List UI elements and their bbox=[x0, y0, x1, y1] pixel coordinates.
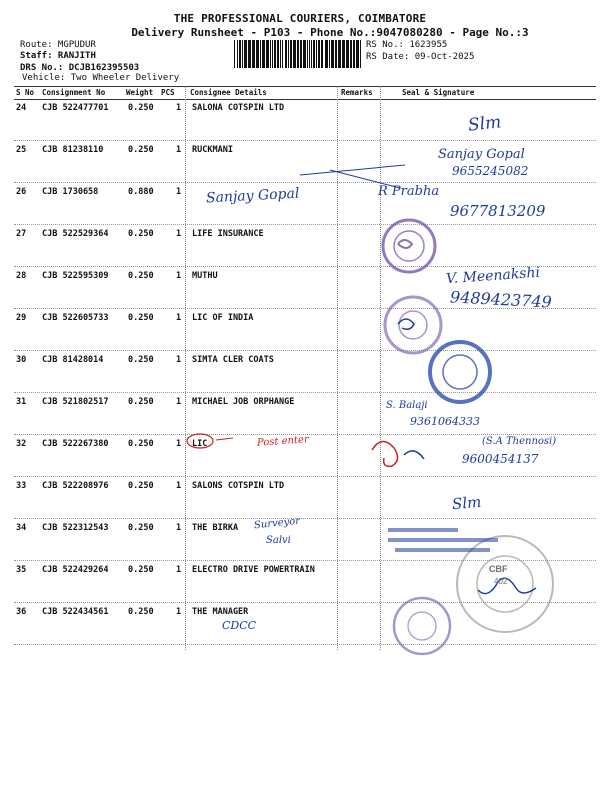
row-weight: 0.250 bbox=[128, 397, 154, 407]
row-sno: 29 bbox=[16, 313, 27, 323]
row-consignment-no: CJB 521802517 bbox=[42, 397, 109, 407]
row-consignment-no: CJB 522429264 bbox=[42, 565, 109, 575]
row-consignment-no: CJB 522208976 bbox=[42, 481, 109, 491]
row-consignment-no: CJB 522605733 bbox=[42, 313, 109, 323]
handwritten-signature-row33: Slm bbox=[451, 492, 483, 514]
row-sno: 24 bbox=[16, 103, 27, 113]
row-weight: 0.250 bbox=[128, 439, 154, 449]
row-pcs: 1 bbox=[176, 187, 182, 197]
row-sno: 33 bbox=[16, 481, 27, 491]
handwritten-name-row31: S. Balaji bbox=[386, 400, 428, 411]
stamp-code-row35: CBF bbox=[489, 564, 508, 574]
row-weight: 0.250 bbox=[128, 103, 154, 113]
handwritten-phone-row28: 9489423749 bbox=[449, 287, 553, 312]
handwritten-phone-row25: 9655245082 bbox=[452, 164, 529, 178]
col-header-remarks: Remarks bbox=[341, 88, 373, 97]
row-consignment-no: CJB 522267380 bbox=[42, 439, 109, 449]
row-consignment-no: CJB 522529364 bbox=[42, 229, 109, 239]
row-sno: 30 bbox=[16, 355, 27, 365]
row-consignment-no: CJB 522312543 bbox=[42, 523, 109, 533]
col-header-sno: S No bbox=[16, 88, 35, 97]
handwritten-note-row32: Post enter bbox=[256, 434, 310, 449]
row-sno: 26 bbox=[16, 187, 27, 197]
row-consignment-no: CJB 522434561 bbox=[42, 607, 109, 617]
row-consignment-no: CJB 522477701 bbox=[42, 103, 109, 113]
col-header-consignee: Consignee Details bbox=[190, 88, 267, 97]
handwritten-name-row26: R Prabha bbox=[378, 184, 440, 199]
stamp-number-row35: 402 bbox=[494, 577, 508, 586]
row-sno: 35 bbox=[16, 565, 27, 575]
row-sno: 27 bbox=[16, 229, 27, 239]
handwritten-name-row32: (S.A Thennosi) bbox=[482, 436, 557, 447]
row-pcs: 1 bbox=[176, 607, 182, 617]
staff-label: Staff: RANJITH bbox=[20, 51, 96, 61]
row-consignee: RUCKMANI bbox=[192, 145, 233, 155]
row-weight: 0.250 bbox=[128, 229, 154, 239]
row-consignee: SALONA COTSPIN LTD bbox=[192, 103, 285, 113]
row-consignee: LIFE INSURANCE bbox=[192, 229, 264, 239]
handwritten-name-row28: V. Meenakshi bbox=[445, 264, 541, 288]
col-header-pcs: PCS bbox=[161, 88, 175, 97]
row-pcs: 1 bbox=[176, 355, 182, 365]
row-consignment-no: CJB 522595309 bbox=[42, 271, 109, 281]
row-pcs: 1 bbox=[176, 397, 182, 407]
row-weight: 0.880 bbox=[128, 187, 154, 197]
row-pcs: 1 bbox=[176, 523, 182, 533]
row-weight: 0.250 bbox=[128, 565, 154, 575]
handwritten-note1-row34: Surveyor bbox=[253, 515, 301, 532]
row-weight: 0.250 bbox=[128, 355, 154, 365]
col-header-weight: Weight bbox=[126, 88, 154, 97]
row-weight: 0.250 bbox=[128, 481, 154, 491]
vehicle-label: Vehicle: Two Wheeler Delivery bbox=[22, 73, 180, 83]
row-pcs: 1 bbox=[176, 439, 182, 449]
handwritten-note2-row34: Salvi bbox=[266, 535, 291, 546]
row-consignee: THE BIRKA bbox=[192, 523, 239, 533]
row-sno: 31 bbox=[16, 397, 27, 407]
rs-date: RS Date: 09-Oct-2025 bbox=[366, 52, 475, 62]
handwritten-name-row25: Sanjay Gopal bbox=[438, 147, 525, 162]
row-pcs: 1 bbox=[176, 229, 182, 239]
row-sno: 34 bbox=[16, 523, 27, 533]
row-consignment-no: CJB 81428014 bbox=[42, 355, 104, 365]
row-consignee: MICHAEL JOB ORPHANGE bbox=[192, 397, 295, 407]
row-consignee: ELECTRO DRIVE POWERTRAIN bbox=[192, 565, 315, 575]
runsheet-title: Delivery Runsheet - P103 - Phone No.:9047080280 - Page No.:3 bbox=[131, 26, 529, 39]
row-sno: 32 bbox=[16, 439, 27, 449]
row-consignee: SIMTA CLER COATS bbox=[192, 355, 274, 365]
row-pcs: 1 bbox=[176, 481, 182, 491]
row-sno: 25 bbox=[16, 145, 27, 155]
row-weight: 0.250 bbox=[128, 271, 154, 281]
rs-number: RS No.: 1623955 bbox=[366, 40, 448, 50]
row-consignment-no: CJB 1730658 bbox=[42, 187, 99, 197]
row-pcs: 1 bbox=[176, 145, 182, 155]
row-pcs: 1 bbox=[176, 565, 182, 575]
row-consignment-no: CJB 81238110 bbox=[42, 145, 104, 155]
route-label: Route: MGPUDUR bbox=[20, 40, 96, 50]
handwritten-consignee-row26: Sanjay Gopal bbox=[205, 185, 300, 207]
row-weight: 0.250 bbox=[128, 145, 154, 155]
col-header-seal: Seal & Signature bbox=[402, 88, 475, 97]
row-consignee: MUTHU bbox=[192, 271, 218, 281]
handwritten-phone-row26: 9677813209 bbox=[450, 202, 546, 220]
company-name: THE PROFESSIONAL COURIERS, COIMBATORE bbox=[173, 12, 427, 25]
handwritten-signature-row24: Slm bbox=[467, 112, 503, 136]
row-pcs: 1 bbox=[176, 313, 182, 323]
row-consignee: LIC OF INDIA bbox=[192, 313, 254, 323]
row-weight: 0.250 bbox=[128, 523, 154, 533]
row-pcs: 1 bbox=[176, 271, 182, 281]
row-consignee: LIC bbox=[192, 439, 208, 449]
row-pcs: 1 bbox=[176, 103, 182, 113]
row-consignee: SALONS COTSPIN LTD bbox=[192, 481, 285, 491]
row-consignee: THE MANAGER bbox=[192, 607, 249, 617]
handwritten-note-row36: CDCC bbox=[222, 619, 257, 632]
row-sno: 36 bbox=[16, 607, 27, 617]
row-weight: 0.250 bbox=[128, 313, 154, 323]
drs-number: DRS No.: DCJB162395503 bbox=[20, 63, 140, 73]
handwritten-phone-row32: 9600454137 bbox=[462, 452, 539, 466]
col-header-consignment: Consignment No bbox=[42, 88, 106, 97]
row-weight: 0.250 bbox=[128, 607, 154, 617]
handwritten-phone-row31: 9361064333 bbox=[410, 415, 480, 428]
row-sno: 28 bbox=[16, 271, 27, 281]
